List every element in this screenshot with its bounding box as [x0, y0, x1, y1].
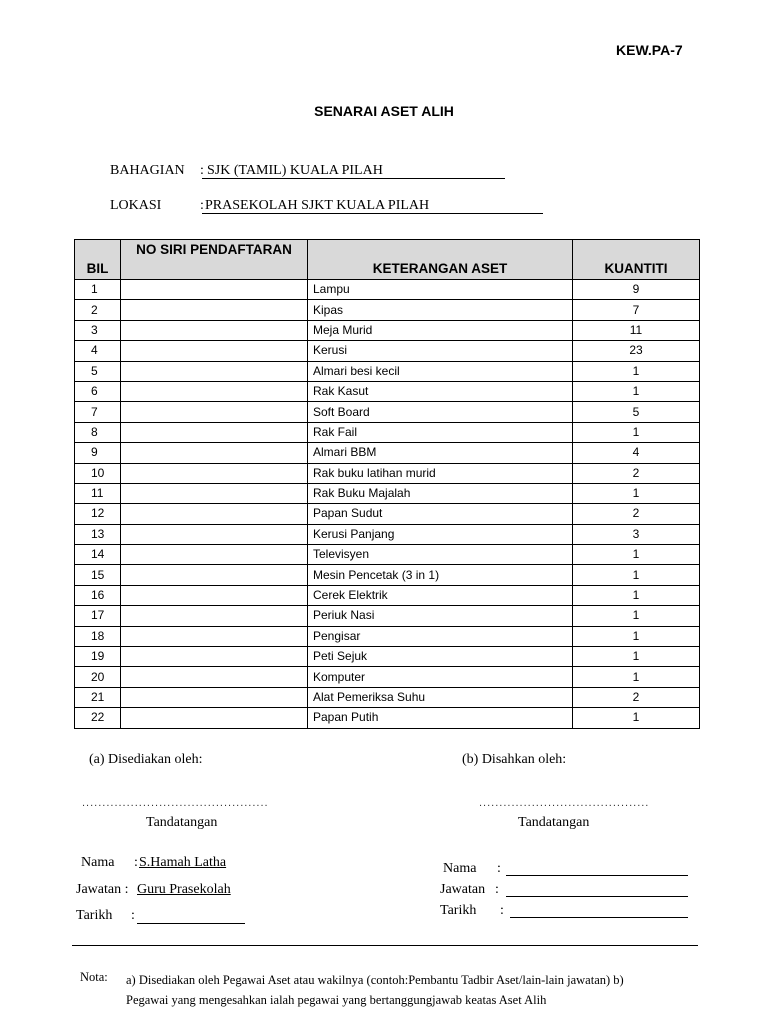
- cell-keterangan-aset: Rak Buku Majalah: [308, 483, 573, 503]
- asset-table: [74, 239, 700, 729]
- cell-keterangan-aset: Televisyen: [308, 545, 573, 565]
- approved-tarikh-colon: :: [500, 903, 504, 918]
- table-row: [75, 647, 700, 667]
- cell-no-siri: [121, 585, 308, 605]
- approved-signature-line: ..........................................: [479, 797, 650, 809]
- prepared-nama-label: Nama: [81, 855, 115, 870]
- approved-heading: (b) Disahkan oleh:: [462, 752, 567, 767]
- table-row: [75, 687, 700, 707]
- cell-no-siri: [121, 606, 308, 626]
- cell-kuantiti: 1: [573, 667, 700, 687]
- cell-kuantiti: 7: [573, 300, 700, 320]
- approved-nama-colon: :: [497, 861, 501, 876]
- cell-kuantiti: 1: [573, 381, 700, 401]
- cell-kuantiti: 1: [573, 708, 700, 728]
- cell-bil: 5: [75, 361, 121, 381]
- cell-keterangan-aset: Kipas: [308, 300, 573, 320]
- column-header-kuantiti: KUANTITI: [573, 240, 700, 280]
- cell-keterangan-aset: Rak Fail: [308, 422, 573, 442]
- cell-bil: 6: [75, 381, 121, 401]
- table-row: [75, 524, 700, 544]
- divider: [72, 945, 698, 946]
- cell-bil: 3: [75, 320, 121, 340]
- cell-no-siri: [121, 463, 308, 483]
- column-header-bil: BIL: [75, 240, 121, 280]
- bahagian-value: SJK (TAMIL) KUALA PILAH: [207, 163, 383, 178]
- prepared-nama-colon: :: [134, 855, 138, 870]
- cell-kuantiti: 1: [573, 545, 700, 565]
- prepared-heading: (a) Disediakan oleh:: [89, 752, 203, 767]
- cell-bil: 13: [75, 524, 121, 544]
- table-row: [75, 708, 700, 728]
- column-header-no-siri: NO SIRI PENDAFTARAN: [121, 240, 308, 280]
- cell-keterangan-aset: Lampu: [308, 280, 573, 300]
- bahagian-underline: [202, 178, 505, 179]
- cell-no-siri: [121, 422, 308, 442]
- table-row: [75, 320, 700, 340]
- cell-keterangan-aset: Rak Kasut: [308, 381, 573, 401]
- prepared-nama-value: S.Hamah Latha: [139, 855, 227, 870]
- table-row: [75, 585, 700, 605]
- cell-bil: 22: [75, 708, 121, 728]
- cell-bil: 17: [75, 606, 121, 626]
- cell-no-siri: [121, 280, 308, 300]
- table-row: [75, 422, 700, 442]
- cell-no-siri: [121, 708, 308, 728]
- lokasi-value: PRASEKOLAH SJKT KUALA PILAH: [205, 198, 430, 213]
- cell-keterangan-aset: Cerek Elektrik: [308, 585, 573, 605]
- lokasi-underline: [202, 213, 543, 214]
- asset-rows: [75, 280, 700, 729]
- cell-kuantiti: 1: [573, 361, 700, 381]
- cell-no-siri: [121, 483, 308, 503]
- cell-kuantiti: 2: [573, 504, 700, 524]
- bahagian-colon: :: [200, 163, 204, 178]
- prepared-jawatan-value: Guru Prasekolah: [137, 882, 231, 897]
- cell-keterangan-aset: Kerusi: [308, 341, 573, 361]
- cell-no-siri: [121, 361, 308, 381]
- cell-no-siri: [121, 402, 308, 422]
- cell-kuantiti: 2: [573, 463, 700, 483]
- cell-no-siri: [121, 300, 308, 320]
- cell-kuantiti: 4: [573, 443, 700, 463]
- cell-bil: 1: [75, 280, 121, 300]
- cell-kuantiti: 11: [573, 320, 700, 340]
- table-row: [75, 361, 700, 381]
- table-row: [75, 504, 700, 524]
- form-code: KEW.PA-7: [616, 42, 683, 58]
- cell-bil: 8: [75, 422, 121, 442]
- cell-no-siri: [121, 341, 308, 361]
- table-row: [75, 443, 700, 463]
- cell-keterangan-aset: Alat Pemeriksa Suhu: [308, 687, 573, 707]
- bahagian-label: BAHAGIAN: [110, 163, 185, 178]
- cell-bil: 21: [75, 687, 121, 707]
- cell-no-siri: [121, 381, 308, 401]
- cell-no-siri: [121, 504, 308, 524]
- cell-no-siri: [121, 626, 308, 646]
- cell-no-siri: [121, 524, 308, 544]
- approved-nama-label: Nama: [443, 861, 477, 876]
- cell-kuantiti: 1: [573, 626, 700, 646]
- prepared-signature-label: Tandatangan: [146, 815, 218, 830]
- approved-nama-field: [506, 875, 688, 876]
- cell-keterangan-aset: Rak buku latihan murid: [308, 463, 573, 483]
- table-row: [75, 606, 700, 626]
- cell-bil: 14: [75, 545, 121, 565]
- prepared-jawatan-label: Jawatan :: [76, 882, 129, 897]
- table-row: [75, 626, 700, 646]
- cell-kuantiti: 3: [573, 524, 700, 544]
- cell-bil: 19: [75, 647, 121, 667]
- cell-kuantiti: 1: [573, 565, 700, 585]
- page-title: SENARAI ASET ALIH: [314, 103, 454, 119]
- cell-keterangan-aset: Peti Sejuk: [308, 647, 573, 667]
- cell-keterangan-aset: Soft Board: [308, 402, 573, 422]
- table-header-row: [75, 240, 700, 280]
- table-row: [75, 483, 700, 503]
- table-row: [75, 402, 700, 422]
- lokasi-colon: :: [200, 198, 204, 213]
- approved-tarikh-field: [510, 917, 688, 918]
- cell-bil: 2: [75, 300, 121, 320]
- cell-keterangan-aset: Almari BBM: [308, 443, 573, 463]
- note-text: a) Disediakan oleh Pegawai Aset atau wakilnya (contoh:Pembantu Tadbir Aset/lain-lain jawatan) b) Pegawai yang mengesahkan ialah pegawai yang bertanggungjawab keatas Aset Alih: [126, 973, 624, 1007]
- table-row: [75, 463, 700, 483]
- cell-no-siri: [121, 647, 308, 667]
- cell-no-siri: [121, 443, 308, 463]
- cell-no-siri: [121, 320, 308, 340]
- table-row: [75, 545, 700, 565]
- column-header-keterangan: KETERANGAN ASET: [308, 240, 573, 280]
- prepared-tarikh-label: Tarikh: [76, 908, 113, 923]
- prepared-tarikh-field: [137, 923, 245, 924]
- cell-kuantiti: 1: [573, 422, 700, 442]
- prepared-signature-line: ..............................................: [82, 797, 269, 809]
- cell-no-siri: [121, 545, 308, 565]
- cell-bil: 7: [75, 402, 121, 422]
- cell-bil: 15: [75, 565, 121, 585]
- cell-keterangan-aset: Kerusi Panjang: [308, 524, 573, 544]
- approved-jawatan-colon: :: [495, 882, 499, 897]
- lokasi-label: LOKASI: [110, 198, 162, 213]
- approved-tarikh-label: Tarikh: [440, 903, 477, 918]
- cell-keterangan-aset: Pengisar: [308, 626, 573, 646]
- cell-keterangan-aset: Periuk Nasi: [308, 606, 573, 626]
- cell-kuantiti: 1: [573, 647, 700, 667]
- table-row: [75, 341, 700, 361]
- cell-keterangan-aset: Meja Murid: [308, 320, 573, 340]
- cell-bil: 11: [75, 483, 121, 503]
- table-row: [75, 667, 700, 687]
- table-row: [75, 300, 700, 320]
- cell-bil: 4: [75, 341, 121, 361]
- cell-keterangan-aset: Komputer: [308, 667, 573, 687]
- cell-kuantiti: 1: [573, 585, 700, 605]
- prepared-tarikh-colon: :: [131, 908, 135, 923]
- table-row: [75, 565, 700, 585]
- cell-keterangan-aset: Papan Putih: [308, 708, 573, 728]
- table-row: [75, 381, 700, 401]
- note-label: Nota:: [80, 970, 108, 984]
- cell-no-siri: [121, 565, 308, 585]
- cell-keterangan-aset: Almari besi kecil: [308, 361, 573, 381]
- cell-no-siri: [121, 667, 308, 687]
- cell-bil: 10: [75, 463, 121, 483]
- cell-bil: 12: [75, 504, 121, 524]
- cell-kuantiti: 9: [573, 280, 700, 300]
- approved-jawatan-field: [506, 896, 688, 897]
- cell-keterangan-aset: Mesin Pencetak (3 in 1): [308, 565, 573, 585]
- cell-kuantiti: 1: [573, 483, 700, 503]
- cell-keterangan-aset: Papan Sudut: [308, 504, 573, 524]
- approved-jawatan-label: Jawatan: [440, 882, 486, 897]
- cell-kuantiti: 1: [573, 606, 700, 626]
- cell-bil: 9: [75, 443, 121, 463]
- cell-no-siri: [121, 687, 308, 707]
- cell-bil: 20: [75, 667, 121, 687]
- table-row: [75, 280, 700, 300]
- approved-signature-label: Tandatangan: [518, 815, 590, 830]
- cell-kuantiti: 5: [573, 402, 700, 422]
- cell-kuantiti: 2: [573, 687, 700, 707]
- cell-kuantiti: 23: [573, 341, 700, 361]
- cell-bil: 18: [75, 626, 121, 646]
- cell-bil: 16: [75, 585, 121, 605]
